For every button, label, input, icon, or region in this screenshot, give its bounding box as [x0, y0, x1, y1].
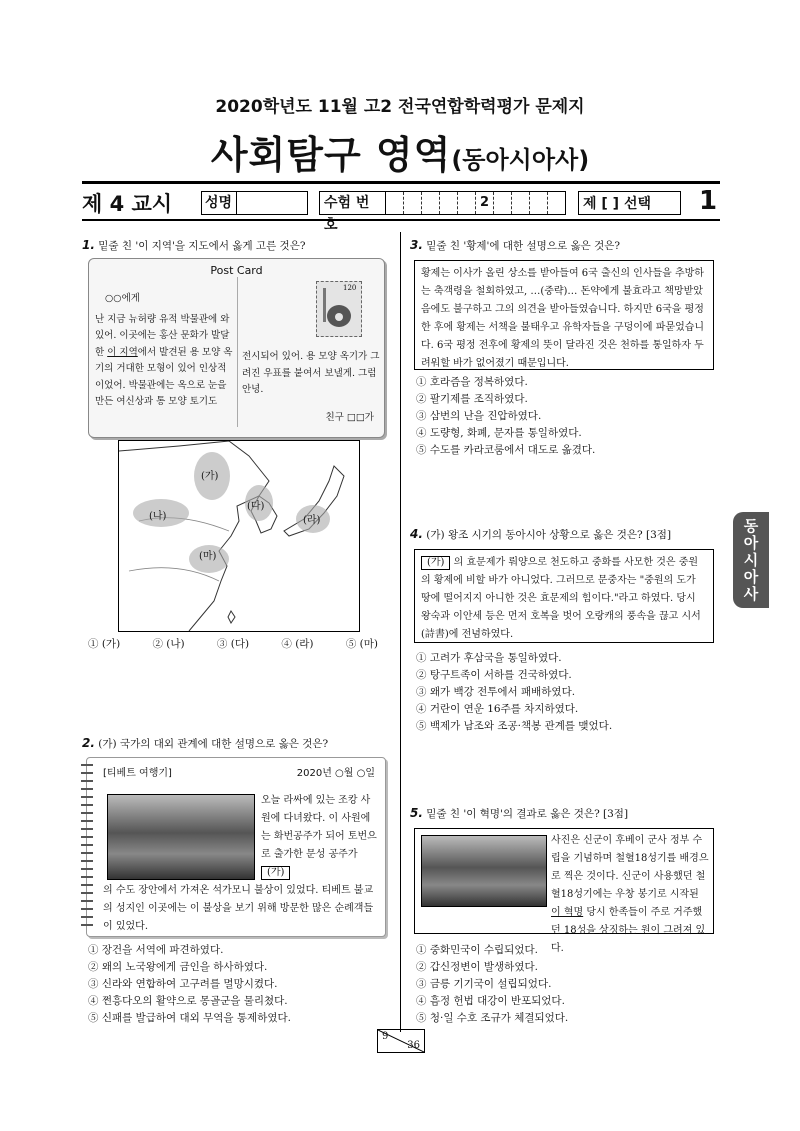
q4-number: 4. [410, 527, 423, 541]
choice-5[interactable]: ⑤ 신패를 발급하여 대외 무역을 통제하였다. [88, 1012, 291, 1024]
choice-4[interactable]: ④ 흠정 헌법 대강이 반포되었다. [416, 995, 565, 1007]
choice-1[interactable]: ① 호라즘을 정복하였다. [416, 376, 528, 388]
q4-box-text: 의 효문제가 뤄양으로 천도하고 중화를 사모한 것은 중원의 황제에 비할 바가 아니었다. 그러므로 문중자는 "중원의 도가 땅에 떨어지지 아니한 것은 효문제의 힘이다."라고 하였다. 당시 왕숙과 이안세 등은 먼저 호복을 벗어 오랑캐의 풍속을 끊고 시서(詩書)에 전념하였다. [421, 557, 701, 640]
q1-prompt-text: 밑줄 친 '이 지역'을 지도에서 옳게 고른 것은? [98, 240, 306, 252]
name-label: 성명 [202, 192, 237, 214]
name-field[interactable] [201, 191, 308, 215]
exam-line: 2020학년도 11월 고2 전국연합학력평가 문제지 [215, 97, 585, 117]
side-tab-char: 아 [743, 567, 759, 586]
subject-side-tab [733, 512, 769, 608]
exam-digit-cell [404, 192, 422, 214]
choice-3[interactable]: ③ 왜가 백강 전투에서 패배하였다. [416, 686, 576, 698]
choice-5[interactable]: ⑤ 백제가 남조와 조공·책봉 관계를 맺었다. [416, 720, 613, 732]
east-asia-map [118, 440, 360, 632]
info-rule [82, 219, 720, 221]
map-label-na: (나) [149, 511, 167, 522]
q2-prompt [82, 736, 392, 751]
q2-choices [88, 942, 388, 1027]
page-title [0, 124, 800, 179]
choice-4[interactable]: ④ 거란이 연운 16주를 차지하였다. [416, 703, 579, 715]
q4-prompt [410, 527, 720, 542]
choice-1[interactable]: ① 고려가 후삼국을 통일하였다. [416, 652, 562, 664]
page-counter [377, 1029, 425, 1053]
choice-3[interactable]: ③ (다) [216, 638, 250, 650]
page-current: 9 [382, 1031, 389, 1042]
map-label-ga: (가) [201, 471, 219, 482]
exam-digit-cell [512, 192, 530, 214]
q4-source-box [414, 549, 714, 643]
selection-field[interactable]: 제 [ ] 선택 [578, 191, 681, 215]
military-government-photo [421, 835, 547, 907]
postcard [88, 258, 385, 438]
q3-number: 3. [410, 238, 423, 252]
choice-4[interactable]: ④ (라) [281, 638, 314, 650]
q5-box-text-part1: 사진은 신군이 후베이 군사 정부 수립을 기념하며 철혈18성기를 배경으로 찍은 것이다. 신군이 사용했던 철혈18성기에는 우창 봉기로 시작된 [551, 835, 709, 900]
q5-box-text-part2: 당시 한족들이 주로 거주했던 18성을 상징하는 원이 그려져 있다. [551, 907, 706, 954]
q1-choices [88, 636, 378, 651]
blank-ga: (가) [261, 866, 290, 880]
postcard-right-text: 전시되어 있어. 용 모양 옥기가 그려진 우표를 붙여서 보낼게. 그럼 안녕. [242, 351, 380, 395]
choice-1[interactable]: ① 중화민국이 수립되었다. [416, 944, 538, 956]
postcard-left-text [95, 291, 233, 411]
exam-digit-cell [386, 192, 404, 214]
exam-number-field[interactable] [319, 191, 566, 233]
choice-2[interactable]: ② 팔기제를 조직하였다. [416, 393, 528, 405]
side-tab-char: 동 [743, 516, 759, 535]
q5-number: 5. [410, 806, 423, 820]
map-label-ma: (마) [199, 551, 217, 562]
exam-digit-cell [440, 192, 458, 214]
exam-digit-cell [458, 192, 476, 214]
diary-text-part1: 오늘 라싸에 있는 조캉 사원에 다녀왔다. 이 사원에는 화번공주가 되어 토번으로 출가한 문성 공주가 [261, 795, 377, 860]
choice-3[interactable]: ③ 금릉 기기국이 설립되었다. [416, 978, 552, 990]
dragon-jade-stamp [316, 281, 362, 337]
diary-title: [티베트 여행기] [103, 768, 172, 779]
q2-number: 2. [82, 736, 95, 750]
tibet-diary [86, 757, 386, 937]
underlined-this-region: 이 지역 [107, 346, 138, 358]
q5-box-text [551, 832, 709, 958]
header-rule [82, 181, 720, 184]
page-total: 36 [407, 1040, 420, 1051]
choice-3[interactable]: ③ 삼번의 난을 진압하였다. [416, 410, 542, 422]
choice-2[interactable]: ② (나) [152, 638, 185, 650]
postcard-signature: 친구 □□가 [325, 412, 374, 423]
blank-ga: (가) [421, 556, 450, 570]
period-label: 제 4 교시 [82, 192, 173, 216]
postcard-divider [237, 277, 238, 427]
diary-date: 2020년 ○월 ○일 [296, 768, 375, 779]
choice-2[interactable]: ② 탕구트족이 서하를 건국하였다. [416, 669, 572, 681]
q2-prompt-text: (가) 국가의 대외 관계에 대한 설명으로 옳은 것은? [98, 738, 329, 750]
side-tab-char: 사 [743, 584, 759, 603]
q5-prompt [410, 806, 720, 821]
diary-text-part2: 의 수도 장안에서 가져온 석가모니 불상이 있었다. 티베트 불교의 성지인 이곳에는 이 불상을 보기 위해 방문한 많은 순례객들이 있었다. [103, 885, 374, 932]
q3-choices [416, 374, 716, 459]
column-divider [400, 232, 401, 1032]
choice-2[interactable]: ② 갑신정변이 발생하였다. [416, 961, 538, 973]
q3-prompt [410, 238, 720, 253]
choice-3[interactable]: ③ 신라와 연합하여 고구려를 멸망시켰다. [88, 978, 278, 990]
postcard-greeting: ○○에게 [105, 293, 140, 304]
side-tab-char: 시 [743, 550, 759, 569]
diary-text [261, 792, 377, 882]
exam-digit-cell [422, 192, 440, 214]
q1-number: 1. [82, 238, 95, 252]
choice-1[interactable]: ① (가) [88, 638, 121, 650]
choice-5[interactable]: ⑤ 수도를 카라코룸에서 대도로 옮겼다. [416, 444, 596, 456]
q5-prompt-text: 밑줄 친 '이 혁명'의 결과로 옳은 것은? [3점] [426, 808, 629, 820]
q3-source-box: 황제는 이사가 올린 상소를 받아들여 6국 출신의 인사들을 추방하는 축객령을 철회하였고, …(중략)… 돈약에게 불효라고 책망받았음에도 불구하고 그의 의견을 받아들였습니다. 하지만 6국을 평정한 후에 황제는 서책을 불태우고 유학자들을 구덩이에 파묻었습니다. 6국 평정 전후에 황제의 뜻이 달라진 것은 천하를 통일하자 두려워할 바가 없어졌기 때문입니다. [414, 260, 714, 370]
choice-4[interactable]: ④ 쩐흥다오의 활약으로 몽골군을 물리쳤다. [88, 995, 288, 1007]
postcard-body-cont: 에서 발견된 용 모양 옥기의 거대한 모형이 있어 인상적이었어. 박물관에는 옥으로 눈을 만든 여신상과 통 모양 토기도 [95, 346, 233, 407]
q3-prompt-text: 밑줄 친 '황제'에 대한 설명으로 옳은 것은? [426, 240, 620, 252]
title-sub: (동아시아사) [451, 146, 590, 174]
exam-digit-cell [494, 192, 512, 214]
underlined-this-revolution: 이 혁명 [551, 907, 584, 918]
q4-choices [416, 650, 716, 735]
jokhang-temple-photo [107, 794, 255, 880]
title-main: 사회탐구 영역 [210, 133, 452, 177]
exam-digit-cell: 2 [476, 192, 494, 214]
side-tab-char: 아 [743, 533, 759, 552]
postcard-body: 난 지금 뉴허량 유적 박물관에 와 있어. 이곳에는 홍산 문화가 발달한 [95, 313, 230, 358]
exam-digit-cell [530, 192, 548, 214]
map-label-da: (다) [247, 501, 265, 512]
choice-5[interactable]: ⑤ (마) [345, 638, 378, 650]
exam-number-label: 수험 번호 [320, 192, 386, 214]
stamp-value: 120 [343, 284, 357, 292]
q1-prompt [82, 238, 392, 253]
choice-4[interactable]: ④ 도량형, 화폐, 문자를 통일하였다. [416, 427, 582, 439]
q4-prompt-text: (가) 왕조 시기의 동아시아 상황으로 옳은 것은? [3점] [426, 529, 672, 541]
q5-choices [416, 942, 716, 1027]
map-drawing [119, 441, 359, 631]
exam-digit-cell [548, 192, 565, 214]
choice-5[interactable]: ⑤ 청·일 수호 조규가 체결되었다. [416, 1012, 569, 1024]
map-label-ra: (라) [303, 515, 321, 526]
choice-1[interactable]: ① 장건을 서역에 파견하였다. [88, 944, 224, 956]
spiral-binding [81, 764, 93, 930]
exam-number-cells [386, 192, 565, 214]
postcard-title: Post Card [210, 264, 263, 277]
choice-2[interactable]: ② 왜의 노국왕에게 금인을 하사하였다. [88, 961, 268, 973]
page-number: 1 [699, 186, 718, 216]
